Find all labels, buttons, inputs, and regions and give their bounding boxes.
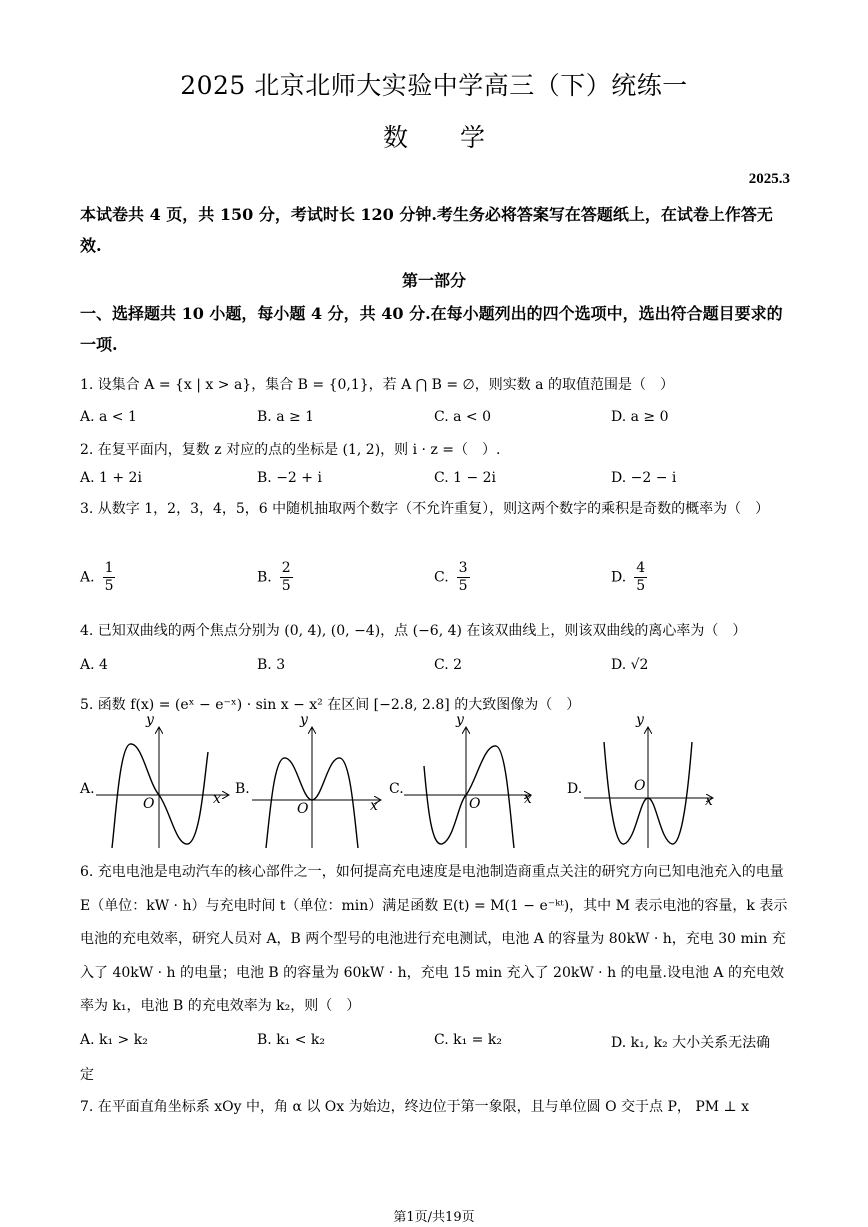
q3-option-c (434, 560, 470, 595)
q5-option-a-letter: A. (80, 781, 95, 797)
q5-option-d-letter: D. (567, 781, 583, 797)
q1-option-c: C. a < 0 (434, 409, 491, 425)
q6-option-c: C. k₁ = k₂ (434, 1032, 502, 1048)
q5-option-c-letter: C. (389, 781, 404, 797)
q5-b-y-label: y (300, 712, 308, 728)
q3-option-b (257, 560, 293, 595)
q5-stem: 5. 函数 f(x) = (eˣ − e⁻ˣ) · sin x − x² 在区间 [−2.8, 2.8] 的大致图像为（ ） (80, 697, 581, 713)
subject-title (0, 118, 868, 154)
q2-option-b: B. −2 + i (257, 470, 322, 486)
q1-option-d: D. a ≥ 0 (611, 409, 669, 425)
q5-graph-d (584, 722, 720, 848)
q5-d-origin: O (634, 778, 646, 794)
q5-b-origin: O (297, 801, 309, 817)
q3-option-c-letter: C. (434, 569, 449, 586)
q6-option-d: D. k₁, k₂ 大小关系无法确 (611, 1035, 771, 1051)
q5-option-b-letter: B. (235, 781, 250, 797)
q5-b-x-label: x (370, 798, 378, 814)
q2-option-c: C. 1 − 2i (434, 470, 497, 486)
q3-option-c-fraction (457, 560, 470, 595)
q3-option-b-letter: B. (257, 569, 272, 586)
q3-option-b-fraction (280, 560, 293, 595)
q5-c-x-label: x (524, 791, 532, 807)
q5-a-x-label: x (213, 791, 221, 807)
q3-option-a-fraction (103, 560, 116, 595)
q3-option-d (611, 560, 647, 595)
q5-d-x-label: x (705, 793, 713, 809)
q4-option-c: C. 2 (434, 657, 463, 673)
q6-option-a: A. k₁ > k₂ (80, 1032, 148, 1048)
exam-title: 2025 北京北师大实验中学高三（下）统练一 (180, 71, 688, 100)
q5-d-y-label: y (636, 712, 644, 728)
q3-a-numerator: 1 (104, 560, 114, 576)
q3-d-numerator: 4 (636, 560, 646, 576)
q1-option-a: A. a < 1 (80, 409, 137, 425)
q4-option-d: D. √2 (611, 657, 649, 673)
q5-graph-c (404, 722, 540, 848)
q5-a-origin: O (143, 796, 155, 812)
q2-stem: 2. 在复平面内，复数 z 对应的点的坐标是 (1, 2)，则 i · z =（ ）. (80, 442, 501, 458)
q3-b-numerator: 2 (281, 560, 291, 576)
page-number: 第1页/共19页 (393, 1210, 475, 1225)
q5-graph-b (252, 722, 384, 848)
exam-date: 2025.3 (748, 171, 790, 187)
q3-option-a-letter: A. (80, 569, 95, 586)
q3-d-denominator: 5 (636, 578, 646, 594)
q3-c-numerator: 3 (458, 560, 468, 576)
section-heading: 一、选择题共 10 小题，每小题 4 分，共 40 分.在每小题列出的四个选项中，选出符合题目要求的一项. (80, 304, 783, 354)
q6-stem: 6. 充电电池是电动汽车的核心部件之一，如何提高充电速度是电池制造商重点关注的研究方向已知电池充入的电量 E（单位：kW · h）与充电时间 t（单位：min）满足函数 E(t) = M(1 − e⁻ᵏᵗ)，其中 M 表示电池的容量，k 表示电池的充电效率，研究人员对 A，B 两个型号的电池进行充电测试，电池 A 的容量为 80kW · h，充电 30 min 充入了 40kW · h 的电量；电池 B 的容量为 60kW · h，充电 15 min 充入了 20kW · h 的电量.设电池 A 的充电效率为 k₁，电池 B 的充电效率为 k₂，则（ ） (80, 864, 788, 1014)
q7-stem: 7. 在平面直角坐标系 xOy 中，角 α 以 Ox 为始边，终边位于第一象限，且与单位圆 O 交于点 P， PM ⊥ x (80, 1099, 750, 1115)
q5-graph-a (96, 722, 236, 848)
q3-option-d-letter: D. (611, 569, 627, 586)
q2-option-d: D. −2 − i (611, 470, 677, 486)
subject-char-2: 学 (460, 123, 486, 152)
q3-c-denominator: 5 (458, 578, 468, 594)
q5-c-origin: O (469, 796, 481, 812)
q6-option-d-overflow: 定 (80, 1067, 94, 1083)
q1-stem: 1. 设集合 A = {x | x > a}，集合 B = {0,1}，若 A ⋂ B = ∅，则实数 a 的取值范围是（ ） (80, 377, 674, 393)
subject-char-1: 数 (382, 123, 408, 152)
q3-a-denominator: 5 (104, 578, 114, 594)
q6-option-b: B. k₁ < k₂ (257, 1032, 326, 1048)
part-heading: 第一部分 (401, 271, 466, 290)
q4-stem: 4. 已知双曲线的两个焦点分别为 (0, 4), (0, −4)，点 (−6, 4) 在该双曲线上，则该双曲线的离心率为（ ） (80, 623, 747, 639)
q3-option-a (80, 560, 115, 595)
q4-option-b: B. 3 (257, 657, 286, 673)
q4-option-a: A. 4 (80, 657, 108, 673)
q3-stem: 3. 从数字 1，2，3，4，5，6 中随机抽取两个数字（不允许重复），则这两个数字的乘积是奇数的概率为（ ） (80, 501, 770, 517)
q3-b-denominator: 5 (281, 578, 291, 594)
q2-option-a: A. 1 + 2i (80, 470, 142, 486)
exam-instructions: 本试卷共 4 页，共 150 分，考试时长 120 分钟.考生务必将答案写在答题纸上，在试卷上作答无效. (80, 205, 773, 255)
q3-option-d-fraction (634, 560, 647, 595)
q5-c-y-label: y (456, 712, 464, 728)
q5-a-y-label: y (146, 712, 154, 728)
q1-option-b: B. a ≥ 1 (257, 409, 315, 425)
